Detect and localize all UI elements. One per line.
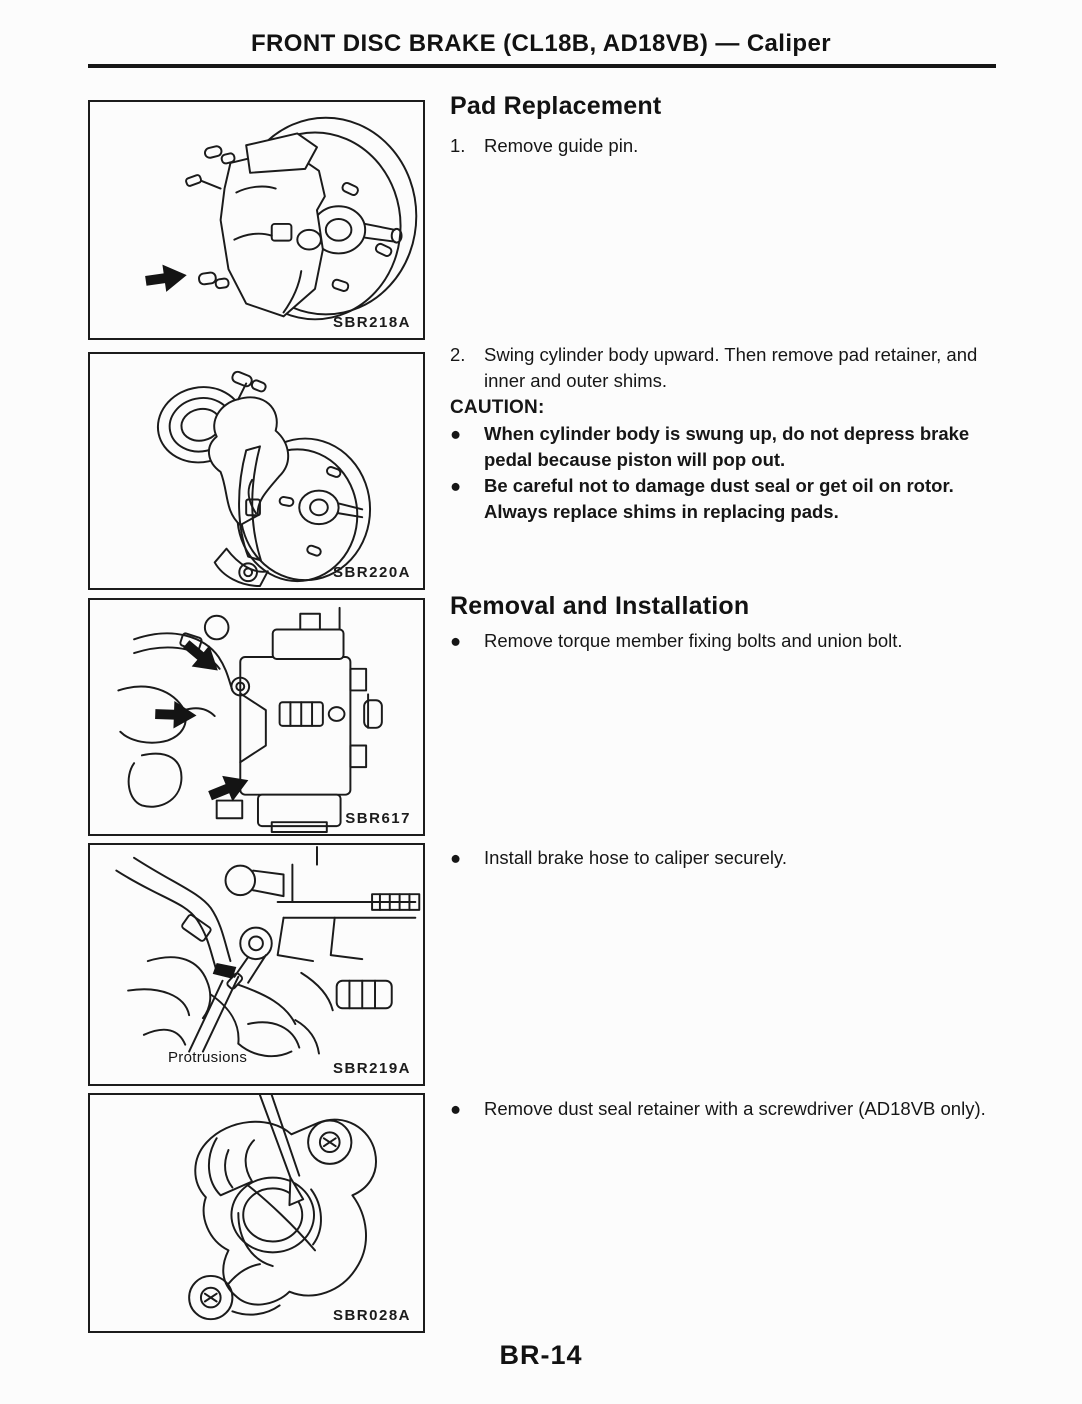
figure-code-label: SBR220A <box>332 564 411 581</box>
cylinder-body-swung-up-illustration <box>90 354 423 588</box>
bullet-item-brake-hose <box>450 845 1002 871</box>
brake-hose-protrusions-illustration <box>90 845 423 1084</box>
figure-frame-caliper-on-rotor <box>88 100 425 340</box>
bullet-marker: ● <box>450 630 462 651</box>
step-number: 1. <box>450 135 466 156</box>
section-heading-pad-replacement: Pad Replacement <box>450 92 662 120</box>
arrow-icon <box>144 261 189 294</box>
step-text: Swing cylinder body upward. Then remove pad retainer, and inner and outer shims. <box>484 344 978 391</box>
bullet-text: Remove dust seal retainer with a screwdriver (AD18VB only). <box>484 1098 986 1119</box>
caution-bullet-2 <box>450 473 1002 525</box>
caliper-on-rotor-illustration <box>90 102 423 338</box>
figure-frame-cylinder-body-swung-up <box>88 352 425 590</box>
figure-code-label: SBR219A <box>332 1060 411 1077</box>
caution-text: When cylinder body is swung up, do not depress brake pedal because piston will pop out. <box>484 423 970 470</box>
figure-frame-dust-seal-retainer <box>88 1093 425 1333</box>
torque-member-bolts-illustration <box>90 600 423 834</box>
step-text: Remove guide pin. <box>484 135 639 156</box>
page-title: FRONT DISC BRAKE (CL18B, AD18VB) — Caliper <box>251 30 831 57</box>
numbered-step-2 <box>450 342 1002 394</box>
bullet-marker: ● <box>450 847 462 868</box>
bullet-text: Remove torque member fixing bolts and union bolt. <box>484 630 903 651</box>
bullet-item-dust-seal <box>450 1096 1002 1122</box>
numbered-step-1 <box>450 133 1002 159</box>
caution-text: Be careful not to damage dust seal or get oil on rotor. Always replace shims in replacing pads. <box>484 475 954 522</box>
dust-seal-retainer-illustration <box>90 1095 423 1331</box>
page-number: BR-14 <box>499 1340 583 1370</box>
section-heading-removal-installation: Removal and Installation <box>450 592 750 620</box>
protrusions-label: Protrusions <box>168 1049 248 1066</box>
bullet-marker: ● <box>450 475 462 496</box>
figure-frame-torque-member-bolts <box>88 598 425 836</box>
figure-code-label: SBR218A <box>332 314 411 331</box>
figure-code-label: SBR617 <box>345 810 411 827</box>
figure-frame-brake-hose-protrusions <box>88 843 425 1086</box>
figure-code-label: SBR028A <box>332 1307 411 1324</box>
bullet-marker: ● <box>450 1098 462 1119</box>
caution-bullet-1 <box>450 421 1002 473</box>
bullet-marker: ● <box>450 423 462 444</box>
caution-heading: CAUTION: <box>450 397 545 418</box>
bullet-text: Install brake hose to caliper securely. <box>484 847 788 868</box>
header-rule <box>88 64 996 68</box>
step-number: 2. <box>450 344 466 365</box>
bullet-item-torque-member <box>450 628 1002 654</box>
arrow-icon <box>155 700 197 729</box>
